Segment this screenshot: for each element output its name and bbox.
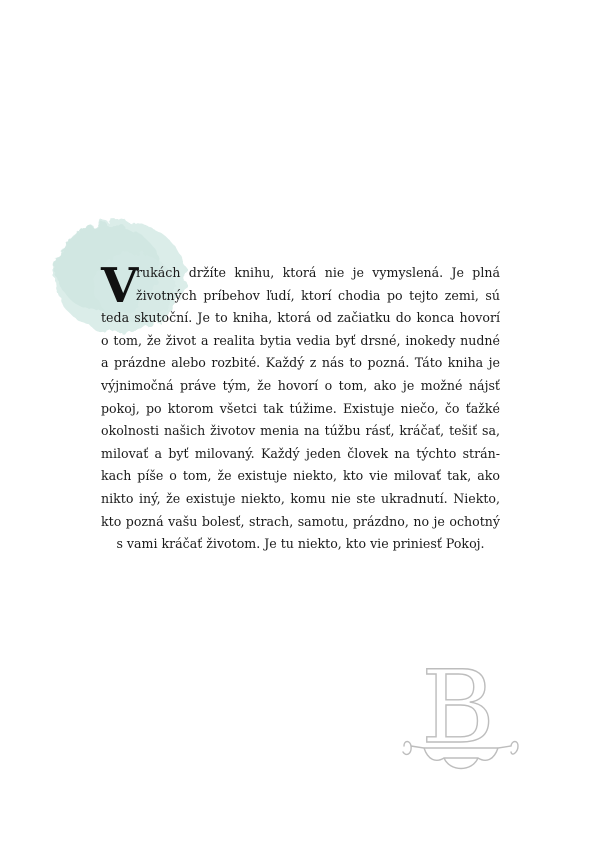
- publisher-logo-letter: B: [421, 662, 495, 766]
- paragraph-line: o tom, že život a realita bytia vedia byť drsné, inokedy nudné: [101, 332, 500, 348]
- book-description-paragraph: [101, 258, 500, 556]
- paragraph-line: milovať a byť milovaný. Každý jeden človek na týchto strán-: [101, 445, 500, 461]
- publisher-logo: [400, 662, 522, 778]
- paragraph-line: kach píše o tom, že existuje niekto, kto vie milovať tak, ako: [101, 468, 500, 484]
- paragraph-line: rukách držíte knihu, ktorá nie je vymyslená. Je plná: [136, 265, 500, 280]
- paragraph-line: pokoj, po ktorom všetci tak túžime. Existuje niečo, čo ťažké: [101, 400, 500, 416]
- paragraph-line: s vami kráčať životom. Je tu niekto, kto vie priniesť Pokoj.: [116, 536, 485, 552]
- paragraph-line: okolnosti našich životov menia na túžbu rásť, kráčať, tešiť sa,: [101, 423, 500, 439]
- paragraph-line: životných príbehov ľudí, ktorí chodia po tejto zemi, sú: [136, 287, 500, 303]
- paragraph-line: teda skutoční. Je to kniha, ktorá od začiatku do konca hovorí: [101, 310, 500, 326]
- paragraph-line: výjnimočná práve tým, že hovorí o tom, ako je možné nájsť: [101, 377, 500, 393]
- drop-cap-letter: V: [101, 258, 139, 314]
- paragraph-line: nikto iný, že existuje niekto, komu nie ste ukradnutí. Niekto,: [101, 490, 500, 506]
- paragraph-line: kto pozná vašu bolesť, strach, samotu, prázdno, no je ochotný: [101, 513, 500, 529]
- paragraph-line: a prázdne alebo rozbité. Každý z nás to pozná. Táto kniha je: [101, 355, 500, 371]
